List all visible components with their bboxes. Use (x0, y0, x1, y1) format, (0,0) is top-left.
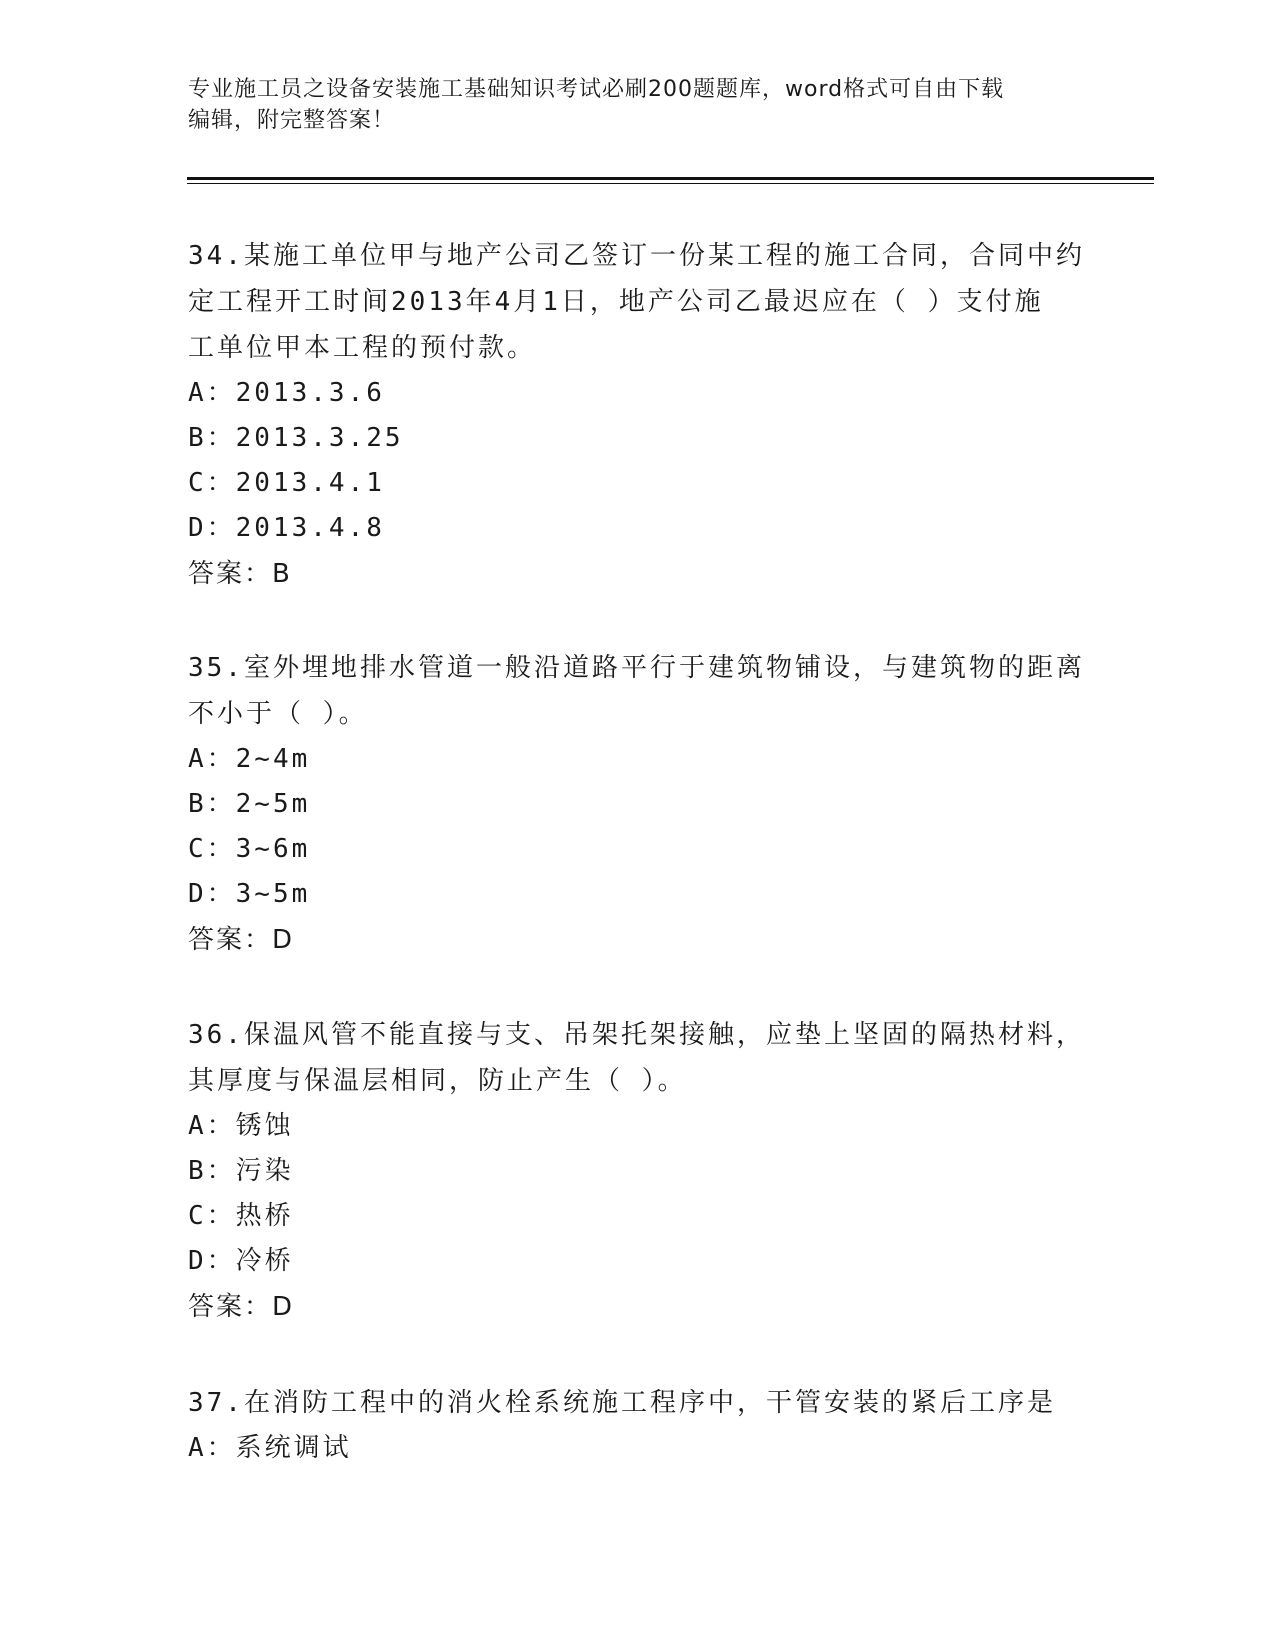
question-text-line: 35.室外埋地排水管道一般沿道路平行于建筑物铺设，与建筑物的距离 (188, 653, 1085, 683)
option-d: D：2013.4.8 (188, 513, 385, 543)
answer: 答案：D (188, 1292, 295, 1322)
header-divider-thin (187, 183, 1154, 184)
question-34 (188, 233, 1088, 597)
header-divider-thick (187, 177, 1154, 180)
option-c: C：2013.4.1 (188, 468, 385, 498)
header-line-2: 编辑，附完整答案！ (188, 108, 396, 133)
question-text-line: 定工程开工时间2013年4月1日，地产公司乙最迟应在（ ）支付施 (188, 287, 1044, 317)
question-text-line: 37.在消防工程中的消火栓系统施工程序中，干管安装的紧后工序是 (188, 1388, 1056, 1418)
option-a: A：2013.3.6 (188, 378, 385, 408)
question-text-line: 不小于（ ）。 (188, 699, 368, 729)
question-text-line: 其厚度与保温层相同，防止产生（ ）。 (188, 1066, 687, 1096)
question-36 (188, 1012, 1088, 1330)
option-b: B：2~5m (188, 789, 311, 819)
question-35 (188, 645, 1088, 963)
question-text-line: 工单位甲本工程的预付款。 (188, 333, 537, 363)
option-a: A：锈蚀 (188, 1111, 294, 1141)
option-d: D：冷桥 (188, 1246, 294, 1276)
option-d: D：3~5m (188, 879, 311, 909)
option-a: A：系统调试 (188, 1433, 352, 1463)
option-a: A：2~4m (188, 744, 311, 774)
option-c: C：热桥 (188, 1201, 294, 1231)
question-text-line: 36.保温风管不能直接与支、吊架托架接触，应垫上坚固的隔热材料， (188, 1020, 1085, 1050)
header-line-1: 专业施工员之设备安装施工基础知识考试必刷200题题库，word格式可自由下载 (188, 77, 1005, 102)
question-text-line: 34.某施工单位甲与地产公司乙签订一份某工程的施工合同，合同中约 (188, 241, 1085, 271)
question-37 (188, 1380, 1088, 1471)
answer: 答案：D (188, 925, 295, 955)
document-header (188, 74, 1088, 136)
option-c: C：3~6m (188, 834, 311, 864)
option-b: B：污染 (188, 1156, 294, 1186)
answer: 答案：B (188, 559, 292, 589)
option-b: B：2013.3.25 (188, 423, 404, 453)
